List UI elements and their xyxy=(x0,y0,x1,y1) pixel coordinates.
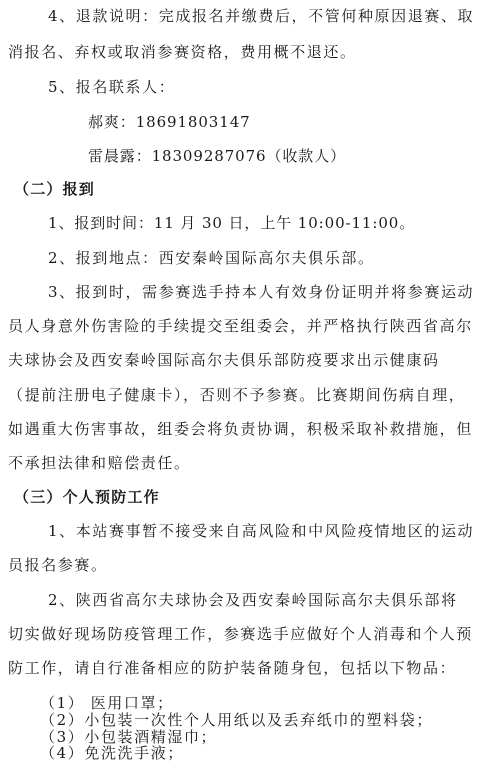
supply-item-2: （2）小包装一次性个人用纸以及丢弃纸巾的塑料袋； xyxy=(40,711,433,729)
prevention-item-2-line-2: 切实做好现场防疫管理工作，参赛选手应做好个人消毒和个人预 xyxy=(8,625,473,643)
contact-person-1: 郝爽：18691803147 xyxy=(88,113,251,131)
section-3-heading: （三）个人预防工作 xyxy=(14,488,160,506)
checkin-rule-line-6: 不承担法律和赔偿责任。 xyxy=(8,454,191,472)
supply-item-3: （3）小包装酒精湿巾； xyxy=(40,728,218,746)
checkin-rule-line-1: 3、报到时，需参赛选手持本人有效身份证明并将参赛运动 xyxy=(48,283,475,301)
checkin-time: 1、报到时间：11 月 30 日，上午 10:00-11:00。 xyxy=(48,214,416,232)
supply-item-1: （1） 医用口罩； xyxy=(40,694,174,712)
prevention-item-2-line-1: 2、陕西省高尔夫球协会及西安秦岭国际高尔夫俱乐部将 xyxy=(48,591,458,609)
supply-item-4: （4）免洗洗手液； xyxy=(40,744,184,762)
checkin-rule-line-3: 夫球协会及西安秦岭国际高尔夫俱乐部防疫要求出示健康码 xyxy=(8,351,440,369)
prevention-item-1-line-2: 员报名参赛。 xyxy=(8,556,108,574)
checkin-rule-line-5: 如遇重大伤害事故，组委会将负责协调，积极采取补救措施，但 xyxy=(8,420,473,438)
checkin-rule-line-2: 员人身意外伤害险的手续提交至组委会，并严格执行陕西省高尔 xyxy=(8,317,473,335)
prevention-item-2-line-3: 防工作，请自行准备相应的防护装备随身包，包括以下物品： xyxy=(8,659,457,677)
checkin-rule-line-4: （提前注册电子健康卡），否则不予参赛。比赛期间伤病自理， xyxy=(8,386,466,404)
section-2-heading: （二）报到 xyxy=(14,180,96,198)
checkin-location: 2、报到地点：西安秦岭国际高尔夫俱乐部。 xyxy=(48,249,375,267)
contact-title: 5、报名联系人： xyxy=(48,78,176,96)
contact-person-2: 雷晨露：18309287076（收款人） xyxy=(88,147,346,165)
refund-line-1: 4、退款说明：完成报名并缴费后，不管何种原因退赛、取 xyxy=(48,7,475,25)
refund-line-2: 消报名、弃权或取消参赛资格，费用概不退还。 xyxy=(8,43,357,61)
prevention-item-1-line-1: 1、本站赛事暂不接受来自高风险和中风险疫情地区的运动 xyxy=(48,522,475,540)
